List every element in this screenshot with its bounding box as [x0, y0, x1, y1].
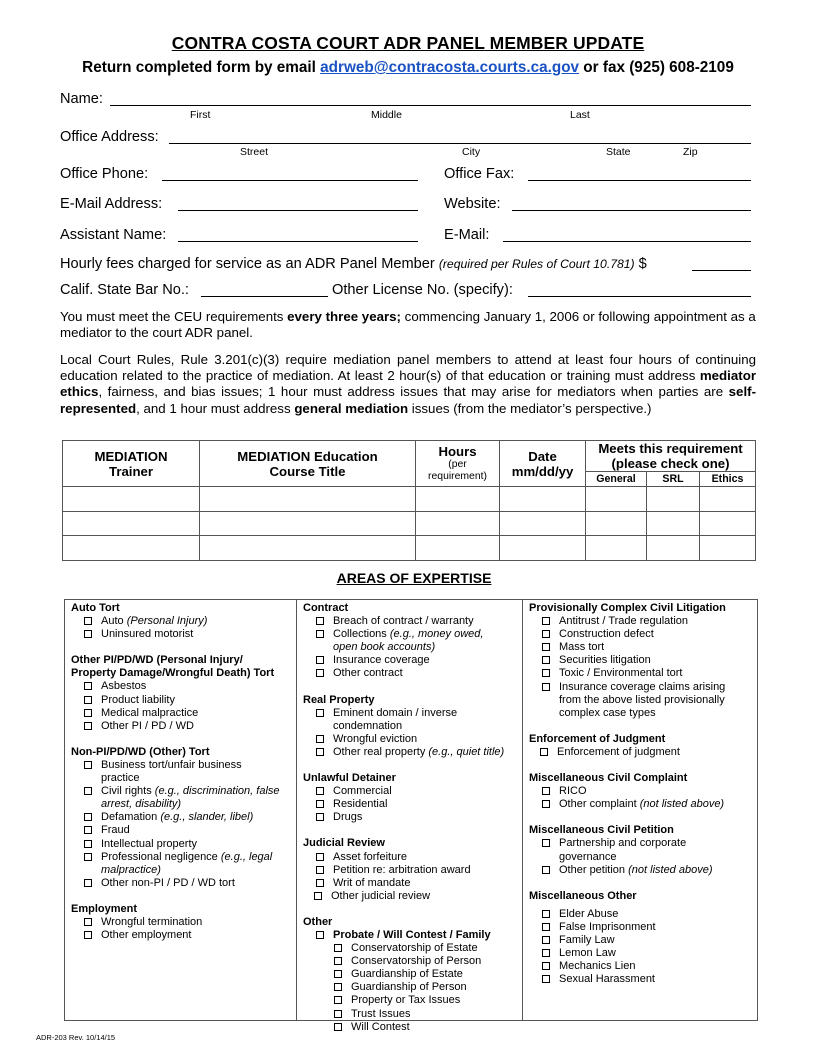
option-enforcement-of-judgment[interactable]: Enforcement of judgment: [529, 746, 757, 759]
option-other-non-pi-tort[interactable]: Other non-PI / PD / WD tort: [71, 877, 296, 890]
checkbox-icon: [316, 617, 324, 625]
option-commercial[interactable]: Commercial: [303, 785, 522, 798]
hours-cell[interactable]: [416, 511, 500, 536]
checkbox-icon: [316, 787, 324, 795]
checkbox-icon: [334, 944, 342, 952]
checkbox-icon: [84, 879, 92, 887]
address-state-caption: State: [606, 146, 631, 158]
assistant-email-field[interactable]: [503, 241, 751, 242]
address-zip-caption: Zip: [683, 146, 698, 158]
checkbox-icon: [542, 923, 550, 931]
heading-employment: Employment: [71, 902, 138, 915]
checkbox-icon: [84, 696, 92, 704]
heading-misc-civil-complaint: Miscellaneous Civil Complaint: [529, 772, 688, 785]
address-city-caption: City: [462, 146, 481, 158]
hourly-fees-field[interactable]: [692, 270, 751, 271]
option-property-tax-issues[interactable]: Property or Tax Issues: [303, 994, 522, 1007]
option-other-real-property[interactable]: Other real property (e.g., quiet title): [303, 746, 522, 759]
heading-judicial-review: Judicial Review: [303, 837, 385, 850]
option-eminent-domain[interactable]: Eminent domain / inverse condemnation: [303, 707, 522, 733]
checkbox-icon: [316, 656, 324, 664]
checkbox-icon: [84, 931, 92, 939]
checkbox-icon: [84, 787, 92, 795]
option-drugs[interactable]: Drugs: [303, 811, 522, 824]
checkbox-icon: [84, 813, 92, 821]
email-address-label: E-Mail Address:: [60, 196, 163, 212]
option-intellectual-property[interactable]: Intellectual property: [71, 838, 296, 851]
option-defamation[interactable]: Defamation (e.g., slander, libel): [71, 811, 296, 824]
hours-cell[interactable]: [416, 536, 500, 561]
ceu-requirement-paragraph: You must meet the CEU requirements every three years; commencing January 1, 2006 or following appointment as a mediator to the court ADR panel.: [60, 309, 756, 341]
option-family-law[interactable]: Family Law: [529, 934, 757, 947]
mediation-education-table: [62, 440, 756, 561]
checkbox-icon: [542, 910, 550, 918]
date-cell[interactable]: [500, 487, 586, 512]
option-other-contract[interactable]: Other contract: [303, 667, 522, 680]
option-insurance-coverage[interactable]: Insurance coverage: [303, 654, 522, 667]
option-sexual-harassment[interactable]: Sexual Harassment: [529, 973, 757, 986]
checkbox-icon: [84, 918, 92, 926]
heading-enforcement-of-judgment: Enforcement of Judgment: [529, 732, 666, 745]
general-check-cell[interactable]: [586, 536, 647, 561]
checkbox-icon: [316, 800, 324, 808]
checkbox-icon: [542, 936, 550, 944]
heading-contract: Contract: [303, 602, 349, 614]
option-asset-forfeiture[interactable]: Asset forfeiture: [303, 851, 522, 864]
name-middle-caption: Middle: [371, 109, 402, 121]
option-other-employment[interactable]: Other employment: [71, 929, 296, 942]
course-cell[interactable]: [200, 511, 416, 536]
form-revision-footer: ADR-203 Rev. 10/14/15: [36, 1033, 116, 1042]
checkbox-icon: [84, 853, 92, 861]
col-course-header: MEDIATION Education Course Title: [200, 441, 416, 487]
option-guardianship-person[interactable]: Guardianship of Person: [303, 981, 522, 994]
srl-check-cell[interactable]: [647, 511, 700, 536]
option-lemon-law[interactable]: Lemon Law: [529, 947, 757, 960]
option-other-petition[interactable]: Other petition (not listed above): [529, 864, 757, 877]
checkbox-icon: [316, 735, 324, 743]
option-mechanics-lien[interactable]: Mechanics Lien: [529, 960, 757, 973]
website-label: Website:: [444, 196, 501, 212]
checkbox-icon: [84, 840, 92, 848]
course-cell[interactable]: [200, 487, 416, 512]
checkbox-icon: [540, 748, 548, 756]
return-instructions: Return completed form by email adrweb@contracosta.courts.ca.gov or fax (925) 608-2109: [82, 59, 734, 76]
checkbox-icon: [314, 892, 322, 900]
option-business-tort[interactable]: Business tort/unfair business practice: [71, 759, 296, 785]
checkbox-icon: [84, 709, 92, 717]
checkbox-icon: [542, 787, 550, 795]
option-will-contest[interactable]: Will Contest: [303, 1021, 522, 1034]
office-phone-label: Office Phone:: [60, 166, 149, 182]
option-asbestos[interactable]: Asbestos: [71, 680, 296, 693]
name-label: Name:: [60, 91, 103, 107]
checkbox-icon: [84, 630, 92, 638]
checkbox-icon: [84, 682, 92, 690]
checkbox-icon: [334, 1023, 342, 1031]
col-hours-header: Hours (per requirement): [416, 441, 500, 487]
option-auto-personal-injury[interactable]: Auto (Personal Injury): [71, 615, 296, 628]
other-license-label: Other License No. (specify):: [332, 282, 513, 298]
expertise-column-1: [65, 600, 297, 1020]
checkbox-icon: [334, 983, 342, 991]
name-field[interactable]: [110, 105, 751, 106]
option-securities-litigation[interactable]: Securities litigation: [529, 654, 757, 667]
general-check-cell[interactable]: [586, 511, 647, 536]
office-phone-field[interactable]: [162, 180, 418, 181]
option-other-judicial-review[interactable]: Other judicial review: [303, 890, 522, 903]
heading-non-pi-tort: Non-PI/PD/WD (Other) Tort: [71, 745, 210, 758]
option-insurance-coverage-claims[interactable]: Insurance coverage claims arising from the above listed provisionally complex case types: [529, 681, 757, 720]
checkbox-icon: [542, 800, 550, 808]
option-antitrust[interactable]: Antitrust / Trade regulation: [529, 615, 757, 628]
website-field[interactable]: [512, 210, 751, 211]
srl-check-cell[interactable]: [647, 487, 700, 512]
office-address-field[interactable]: [169, 143, 751, 144]
checkbox-icon: [316, 813, 324, 821]
assistant-name-label: Assistant Name:: [60, 227, 167, 243]
checkbox-icon: [334, 1010, 342, 1018]
option-product-liability[interactable]: Product liability: [71, 694, 296, 707]
table-row: [63, 511, 756, 536]
option-medical-malpractice[interactable]: Medical malpractice: [71, 707, 296, 720]
form-title: CONTRA COSTA COURT ADR PANEL MEMBER UPDATE: [171, 33, 645, 53]
name-last-caption: Last: [570, 109, 590, 121]
assistant-email-label: E-Mail:: [444, 227, 490, 243]
option-wrongful-eviction[interactable]: Wrongful eviction: [303, 733, 522, 746]
email-link[interactable]: adrweb@contracosta.courts.ca.gov: [320, 59, 580, 76]
option-conservatorship-person[interactable]: Conservatorship of Person: [303, 955, 522, 968]
checkbox-icon: [316, 630, 324, 638]
heading-unlawful-detainer: Unlawful Detainer: [303, 772, 396, 785]
option-rico[interactable]: RICO: [529, 785, 757, 798]
ethics-check-cell[interactable]: [700, 487, 756, 512]
table-row: [63, 487, 756, 512]
date-cell[interactable]: [500, 511, 586, 536]
col-date-header: Date mm/dd/yy: [500, 441, 586, 487]
option-writ-of-mandate[interactable]: Writ of mandate: [303, 877, 522, 890]
hourly-fees-label: Hourly fees charged for service as an ADR Panel Member (required per Rules of Court 10.781) $: [60, 256, 647, 272]
checkbox-icon: [542, 643, 550, 651]
col-general-header: General: [586, 472, 647, 487]
heading-other-pi-tort: Other PI/PD/WD (Personal Injury/ Property Damage/Wrongful Death) Tort: [71, 654, 275, 680]
option-trust-issues[interactable]: Trust Issues: [303, 1008, 522, 1021]
checkbox-icon: [316, 669, 324, 677]
table-row: [63, 536, 756, 561]
option-civil-rights[interactable]: Civil rights (e.g., discrimination, false arrest, disability): [71, 785, 296, 811]
office-fax-label: Office Fax:: [444, 166, 515, 182]
name-first-caption: First: [190, 109, 211, 121]
areas-of-expertise-title: AREAS OF EXPERTISE: [336, 570, 492, 586]
checkbox-icon: [84, 722, 92, 730]
address-street-caption: Street: [240, 146, 269, 158]
heading-misc-other: Miscellaneous Other: [529, 889, 637, 902]
option-collections[interactable]: Collections (e.g., money owed, open book accounts): [303, 628, 522, 654]
checkbox-icon: [542, 669, 550, 677]
checkbox-icon: [542, 656, 550, 664]
option-breach-of-contract[interactable]: Breach of contract / warranty: [303, 615, 522, 628]
office-address-label: Office Address:: [60, 129, 159, 145]
checkbox-icon: [316, 709, 324, 717]
checkbox-icon: [542, 683, 550, 691]
checkbox-icon: [542, 866, 550, 874]
option-uninsured-motorist[interactable]: Uninsured motorist: [71, 628, 296, 641]
general-check-cell[interactable]: [586, 487, 647, 512]
option-residential[interactable]: Residential: [303, 798, 522, 811]
option-guardianship-estate[interactable]: Guardianship of Estate: [303, 968, 522, 981]
option-professional-negligence[interactable]: Professional negligence (e.g., legal malpractice): [71, 851, 296, 877]
checkbox-icon: [334, 970, 342, 978]
col-srl-header: SRL: [647, 472, 700, 487]
heading-other: Other: [303, 915, 333, 928]
checkbox-icon: [542, 962, 550, 970]
hours-cell[interactable]: [416, 487, 500, 512]
heading-auto-tort: Auto Tort: [71, 602, 120, 614]
checkbox-icon: [84, 761, 92, 769]
checkbox-icon: [84, 617, 92, 625]
checkbox-icon: [316, 748, 324, 756]
srl-check-cell[interactable]: [647, 536, 700, 561]
option-mass-tort[interactable]: Mass tort: [529, 641, 757, 654]
state-bar-field[interactable]: [201, 296, 328, 297]
option-conservatorship-estate[interactable]: Conservatorship of Estate: [303, 942, 522, 955]
checkbox-icon: [542, 630, 550, 638]
date-cell[interactable]: [500, 536, 586, 561]
heading-real-property: Real Property: [303, 693, 375, 706]
trainer-cell[interactable]: [63, 511, 200, 536]
col-ethics-header: Ethics: [700, 472, 756, 487]
office-fax-field[interactable]: [528, 180, 751, 181]
heading-misc-civil-petition: Miscellaneous Civil Petition: [529, 824, 674, 837]
checkbox-icon: [542, 975, 550, 983]
checkbox-icon: [316, 866, 324, 874]
assistant-name-field[interactable]: [178, 241, 418, 242]
checkbox-icon: [334, 996, 342, 1004]
expertise-column-2: [297, 600, 523, 1033]
checkbox-icon: [542, 617, 550, 625]
checkbox-icon: [542, 949, 550, 957]
expertise-column-3: [523, 600, 757, 1020]
option-partnership-governance[interactable]: Partnership and corporate governance: [529, 837, 757, 863]
trainer-cell[interactable]: [63, 536, 200, 561]
option-toxic-environmental[interactable]: Toxic / Environmental tort: [529, 667, 757, 680]
trainer-cell[interactable]: [63, 487, 200, 512]
checkbox-icon: [316, 853, 324, 861]
checkbox-icon: [334, 957, 342, 965]
state-bar-label: Calif. State Bar No.:: [60, 282, 189, 298]
option-other-pi-pd-wd[interactable]: Other PI / PD / WD: [71, 720, 296, 733]
checkbox-icon: [316, 879, 324, 887]
option-elder-abuse[interactable]: Elder Abuse: [529, 908, 757, 921]
col-meets-header: Meets this requirement (please check one): [586, 441, 756, 472]
ethics-check-cell[interactable]: [700, 536, 756, 561]
option-fraud[interactable]: Fraud: [71, 824, 296, 837]
ethics-check-cell[interactable]: [700, 511, 756, 536]
option-wrongful-termination[interactable]: Wrongful termination: [71, 916, 296, 929]
course-cell[interactable]: [200, 536, 416, 561]
col-trainer-header: MEDIATION Trainer: [63, 441, 200, 487]
heading-provisionally-complex: Provisionally Complex Civil Litigation: [529, 602, 726, 614]
option-other-complaint[interactable]: Other complaint (not listed above): [529, 798, 757, 811]
areas-of-expertise-box: [64, 599, 758, 1033]
option-petition-arbitration[interactable]: Petition re: arbitration award: [303, 864, 522, 877]
option-false-imprisonment[interactable]: False Imprisonment: [529, 921, 757, 934]
checkbox-icon: [542, 839, 550, 847]
checkbox-icon: [84, 826, 92, 834]
option-construction-defect[interactable]: Construction defect: [529, 628, 757, 641]
checkbox-icon: [316, 931, 324, 939]
email-address-field[interactable]: [178, 210, 418, 211]
option-probate-will-family[interactable]: Probate / Will Contest / Family: [303, 929, 522, 942]
local-rules-paragraph: Local Court Rules, Rule 3.201(c)(3) require mediation panel members to attend at least four hours of continuing education related to the practice of mediation. At least 2 hour(s) of that education or training must address mediator ethics, fairness, and bias issues; 1 hour must address issues that may arise for mediators when parties are self-represented, and 1 hour must address general mediation issues (from the mediator’s perspective.): [60, 352, 756, 416]
other-license-field[interactable]: [528, 296, 751, 297]
